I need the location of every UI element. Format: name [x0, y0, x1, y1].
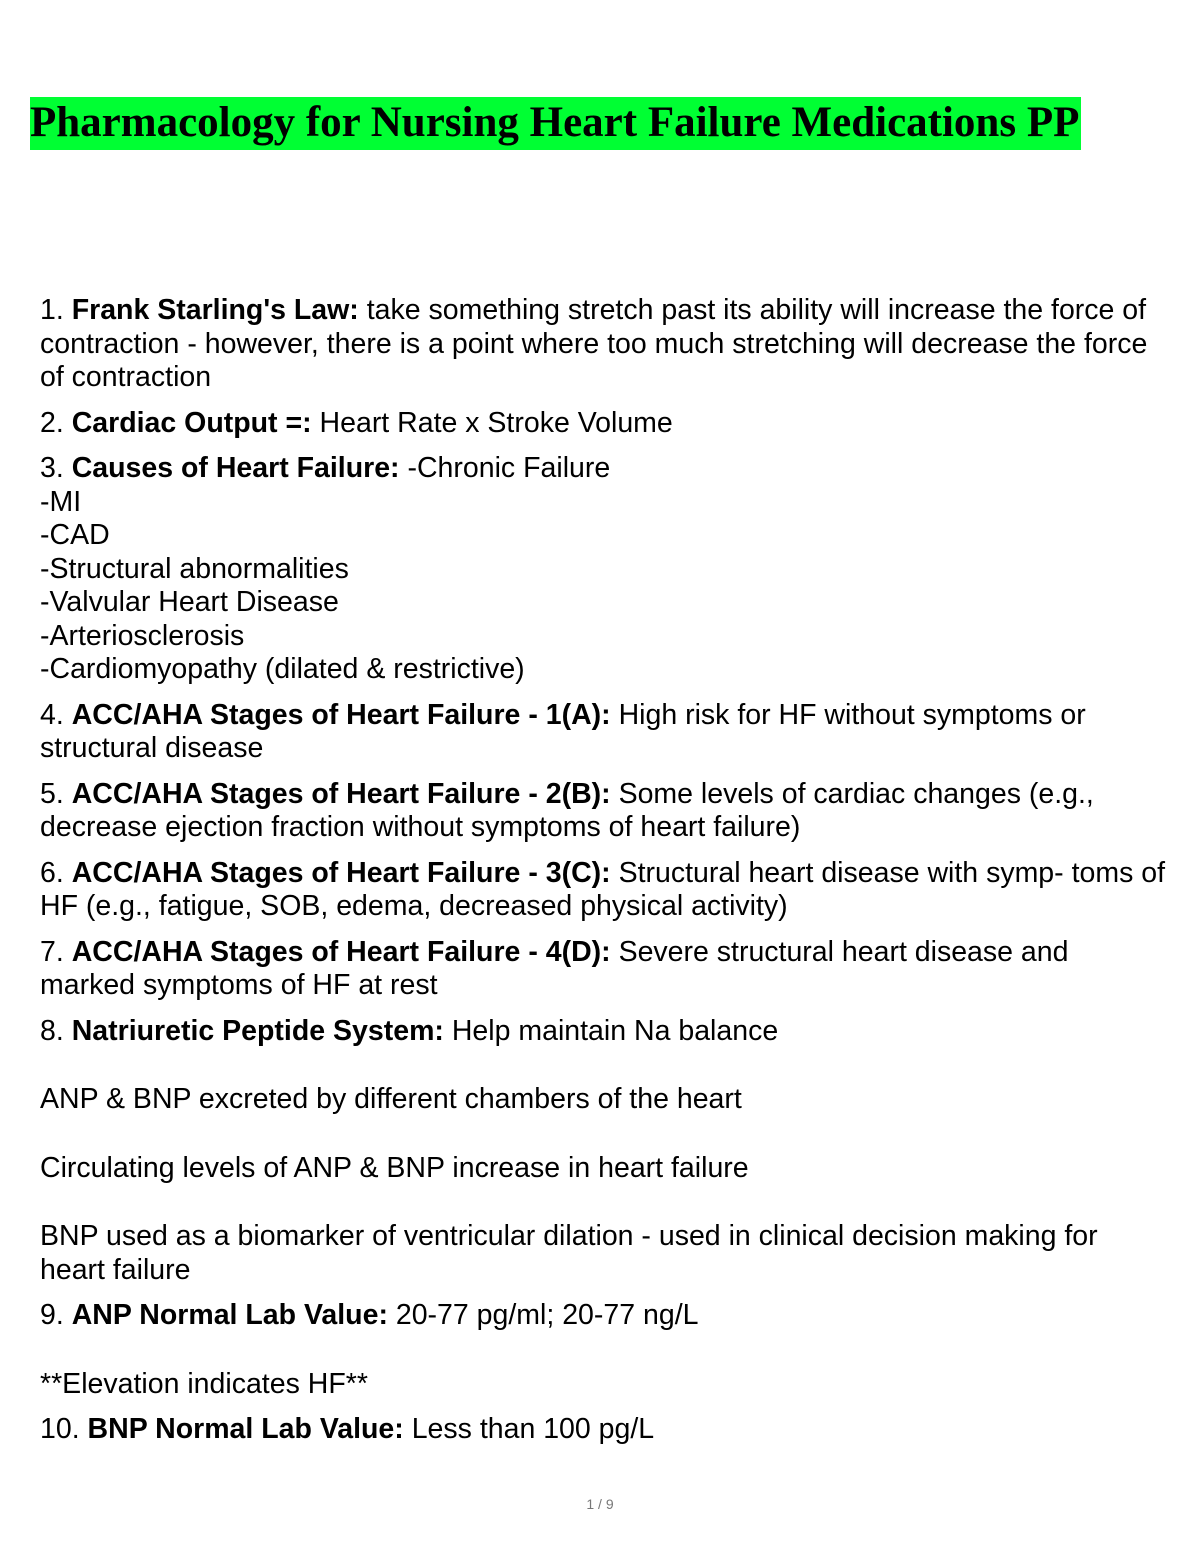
item-number: 6.: [40, 856, 64, 889]
item-term: Cardiac Output =:: [71, 406, 312, 439]
item-number: 3.: [40, 452, 64, 484]
cause-line: -Valvular Heart Disease: [40, 586, 339, 618]
item-number: 2.: [40, 406, 64, 439]
item-number: 5.: [40, 777, 64, 810]
document-title: [30, 92, 1130, 153]
cause-line: -MI: [40, 485, 82, 518]
item-term: BNP Normal Lab Value:: [87, 1413, 404, 1445]
list-item: [40, 1299, 1170, 1401]
cause-line: -Structural abnormalities: [40, 552, 349, 585]
cause-line: -Cardiomyopathy (dilated & restrictive): [40, 653, 525, 685]
page-indicator: 1 / 9: [586, 1496, 614, 1512]
list-item: [40, 699, 1170, 766]
cause-line: -Arteriosclerosis: [40, 619, 245, 652]
item-definition: Help maintain Na balance: [451, 1014, 779, 1047]
item-number: 9.: [40, 1299, 64, 1331]
item-number: 8.: [40, 1014, 64, 1047]
list-item: [40, 778, 1170, 845]
list-item: [40, 1413, 1170, 1447]
item-term: Causes of Heart Failure:: [71, 452, 400, 484]
cause-line: -CAD: [40, 519, 110, 551]
item-term: ACC/AHA Stages of Heart Failure - 1(A):: [71, 698, 611, 731]
item-term: ACC/AHA Stages of Heart Failure - 4(D):: [71, 935, 611, 968]
item-definition: Structural heart disease with symp- toms of HF (e.g., fatigue, SOB, edema, decreased physical activity): [40, 856, 1166, 922]
item-definition: Heart Rate x Stroke Volume: [319, 406, 673, 439]
list-item: [40, 857, 1170, 924]
item-number: 1.: [40, 294, 64, 326]
list-item: [40, 407, 1170, 441]
item-definition: Less than 100 pg/L: [411, 1413, 655, 1445]
item-term: ACC/AHA Stages of Heart Failure - 3(C):: [71, 856, 611, 889]
item-number: 10.: [40, 1413, 80, 1445]
item-definition: Some levels of cardiac changes (e.g., decrease ejection fraction without symptoms of heart failure): [40, 777, 1094, 843]
list-item: [40, 294, 1170, 395]
item-term: ACC/AHA Stages of Heart Failure - 2(B):: [71, 777, 611, 810]
list-item: [40, 936, 1170, 1003]
list-item: [40, 1015, 1170, 1288]
item-definition: take something stretch past its ability will increase the force of contraction - however, there is a point where too much stretching will decrease the force of contraction: [40, 294, 1148, 393]
item-definition: High risk for HF without symptoms or structural disease: [40, 698, 1086, 764]
item-number: 4.: [40, 698, 64, 731]
item-paragraph: ANP & BNP excreted by different chambers of the heart: [40, 1083, 742, 1115]
item-definition: -Chronic Failure: [407, 452, 611, 484]
item-definition: 20-77 pg/ml; 20-77 ng/L: [395, 1299, 699, 1331]
item-term: Natriuretic Peptide System:: [71, 1014, 444, 1047]
item-number: 7.: [40, 935, 64, 968]
flashcard-list: [40, 294, 1170, 1459]
item-paragraph: Circulating levels of ANP & BNP increase in heart failure: [40, 1151, 749, 1184]
item-term: ANP Normal Lab Value:: [71, 1299, 388, 1331]
list-item: [40, 452, 1170, 687]
item-paragraph: BNP used as a biomarker of ventricular dilation - used in clinical decision making for heart failure: [40, 1220, 1098, 1286]
item-definition: Severe structural heart disease and marked symptoms of HF at rest: [40, 935, 1069, 1001]
item-term: Frank Starling's Law:: [71, 294, 359, 326]
title-highlight: Pharmacology for Nursing Heart Failure Medications PP: [30, 97, 1081, 150]
item-paragraph: **Elevation indicates HF**: [40, 1367, 368, 1400]
